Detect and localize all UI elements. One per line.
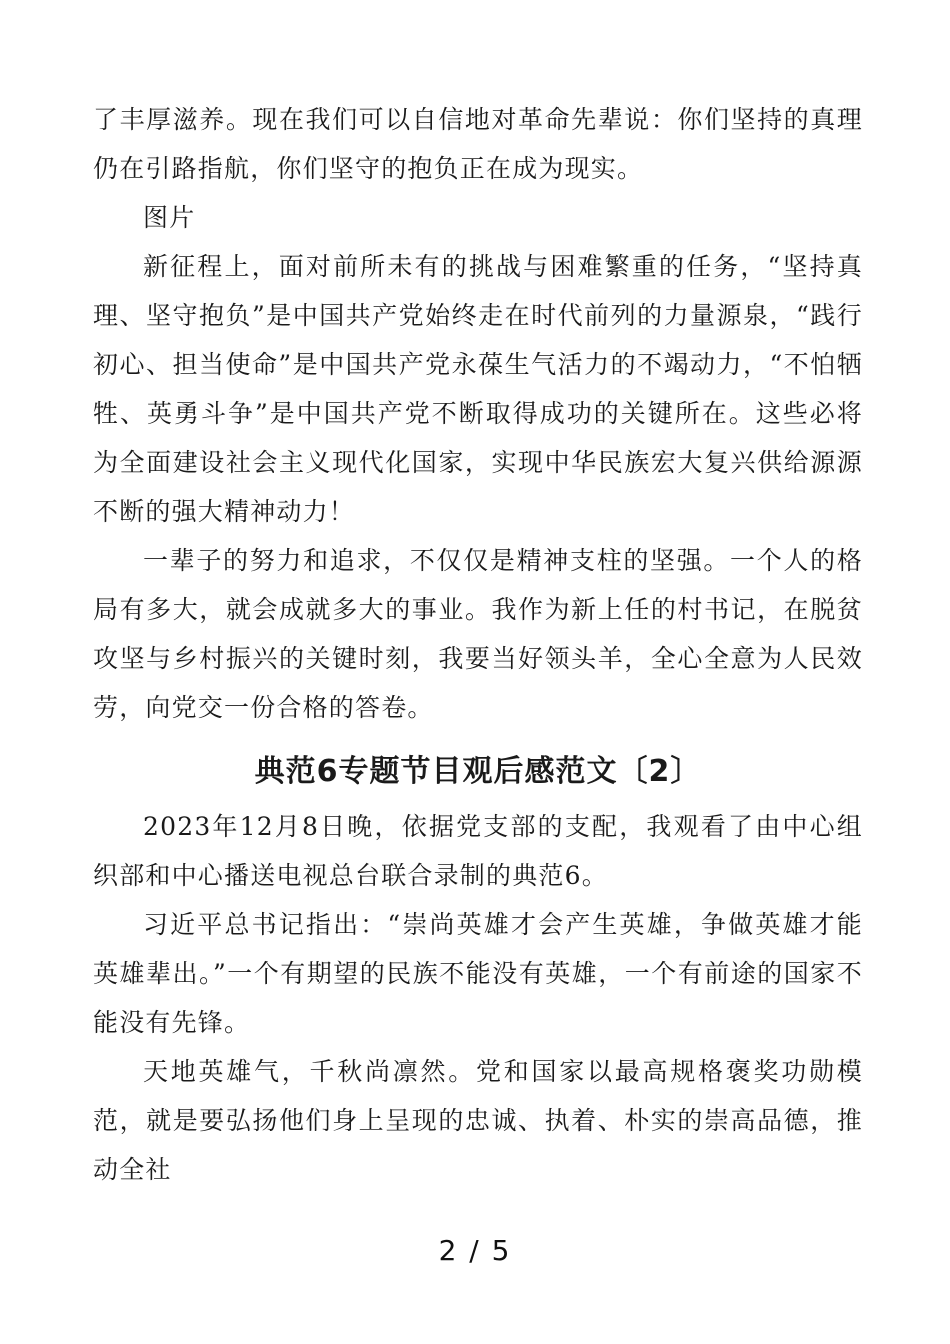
paragraph: 天地英雄气，千秋尚凛然。党和国家以最高规格褒奖功勋模范，就是要弘扬他们身上呈现的忠诚、执着、朴实的崇高品德，推动全社 — [93, 1057, 863, 1184]
document-body — [93, 95, 863, 1194]
paragraph: 2023年12月8日晚，依据党支部的支配，我观看了由中心组织部和中心播送电视总台联合录制的典范6。 — [93, 812, 863, 890]
page-number: 2 / 5 — [438, 1234, 512, 1267]
paragraph-continuation: 了丰厚滋养。现在我们可以自信地对革命先辈说：你们坚持的真理仍在引路指航，你们坚守的抱负正在成为现实。 — [93, 105, 863, 183]
paragraph: 习近平总书记指出：“崇尚英雄才会产生英雄，争做英雄才能英雄辈出。”一个有期望的民族不能没有英雄，一个有前途的国家不能没有先锋。 — [93, 910, 863, 1037]
paragraph: 新征程上，面对前所未有的挑战与困难繁重的任务，“坚持真理、坚守抱负”是中国共产党始终走在时代前列的力量源泉，“践行初心、担当使命”是中国共产党永葆生气活力的不竭动力，“不怕牺牲、英勇斗争”是中国共产党不断取得成功的关键所在。这些必将为全面建设社会主义现代化国家，实现中华民族宏大复兴供给源源不断的强大精神动力！ — [93, 252, 863, 526]
section-title: 典范6专题节目观后感范文〔2〕 — [254, 754, 702, 789]
image-placeholder-label: 图片 — [143, 203, 196, 232]
paragraph: 一辈子的努力和追求，不仅仅是精神支柱的坚强。一个人的格局有多大，就会成就多大的事业。我作为新上任的村书记，在脱贫攻坚与乡村振兴的关键时刻，我要当好领头羊，全心全意为人民效劳，向党交一份合格的答卷。 — [93, 546, 863, 722]
